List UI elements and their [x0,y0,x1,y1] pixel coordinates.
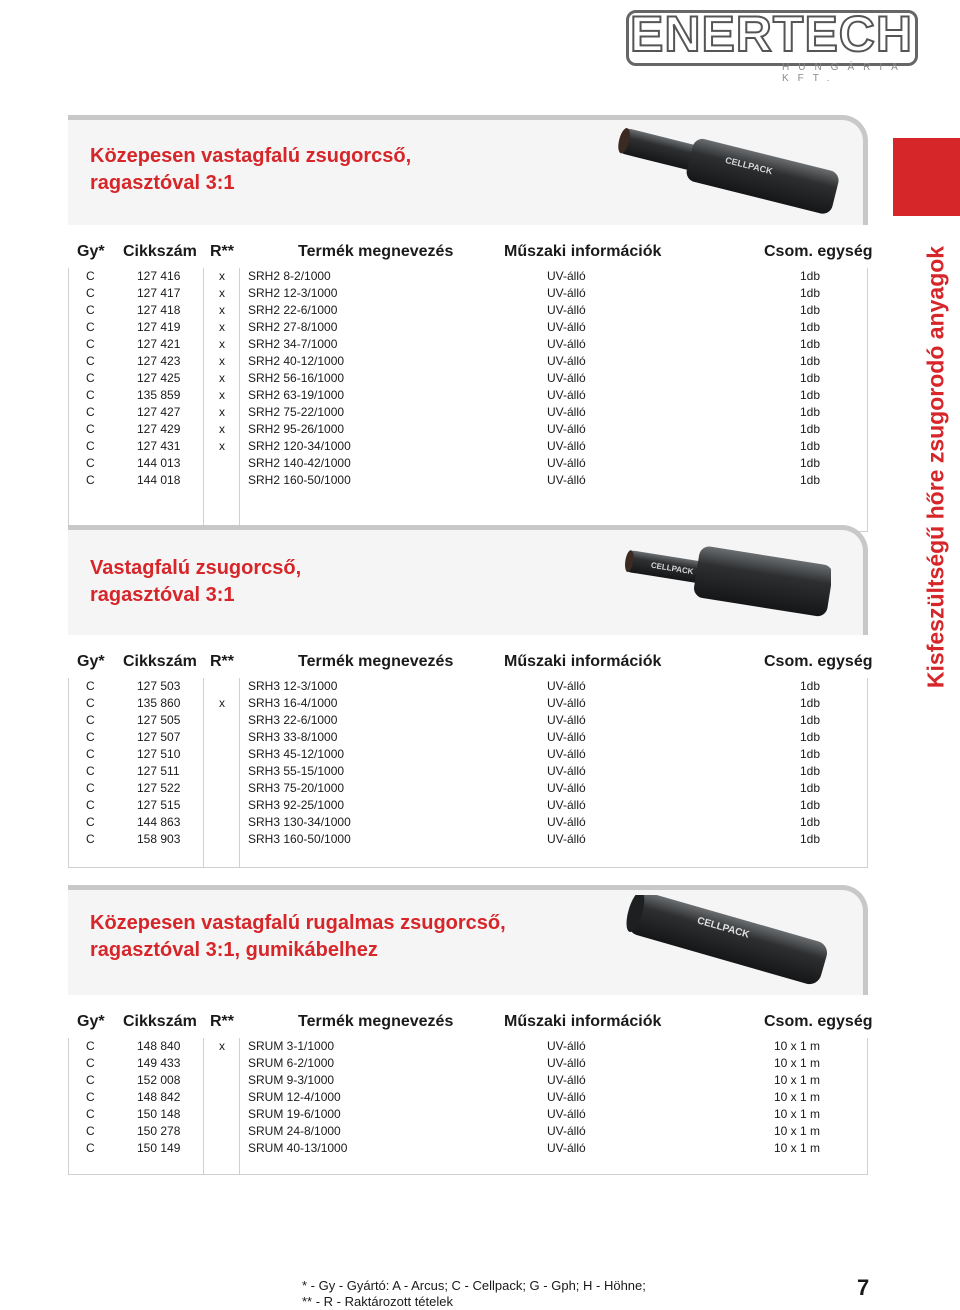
cell-info: UV-álló [547,405,586,419]
cell-unit: 1db [799,371,820,385]
cell-unit: 10 x 1 m [773,1056,820,1070]
cell-unit: 10 x 1 m [773,1039,820,1053]
cell-unit: 1db [799,337,820,351]
cell-unit: 1db [799,696,820,710]
table-row [69,831,867,848]
cell-gy: C [86,388,95,402]
table-row [69,285,867,302]
cell-r: x [219,286,225,300]
cell-cikkszam: 127 510 [137,747,181,761]
cell-unit: 1db [799,405,820,419]
cell-info: UV-álló [547,798,586,812]
col-unit: Csom. egység [764,1013,873,1030]
cell-info: UV-álló [547,388,586,402]
product-table [68,268,868,532]
cell-r: x [219,696,225,710]
cell-info: UV-álló [547,1073,586,1087]
table-row [69,797,867,814]
table-header [68,653,873,677]
table-header [68,1013,873,1037]
cell-info: UV-álló [547,354,586,368]
col-cikkszam: Cikkszám [123,243,197,260]
cell-name: SRH3 55-15/1000 [248,764,345,778]
col-r: R** [210,653,235,670]
cell-gy: C [86,1073,95,1087]
cell-r: x [219,439,225,453]
tube-brand-text: CELLPACK [695,915,751,941]
table-header [68,243,873,267]
cell-unit: 1db [799,303,820,317]
table-row [69,319,867,336]
cell-unit: 1db [799,286,820,300]
cell-r: x [219,320,225,334]
cell-r: x [219,354,225,368]
tube-brand-text: CELLPACK [650,560,695,577]
cell-info: UV-álló [547,337,586,351]
tube-product-image [613,895,833,985]
product-table [68,1038,868,1175]
cell-cikkszam: 149 433 [137,1056,181,1070]
cell-info: UV-álló [547,713,586,727]
cell-name: SRH3 16-4/1000 [248,696,338,710]
table-row [69,302,867,319]
cell-name: SRH3 75-20/1000 [248,781,345,795]
table-row [69,1038,867,1055]
cell-cikkszam: 127 522 [137,781,181,795]
table-row [69,1055,867,1072]
table-row [69,353,867,370]
cell-name: SRUM 12-4/1000 [248,1090,341,1104]
cell-gy: C [86,439,95,453]
table-row [69,746,867,763]
cell-name: SRUM 24-8/1000 [248,1124,341,1138]
section-title-line1: Közepesen vastagfalú rugalmas zsugorcső, [90,912,506,934]
cell-name: SRH2 27-8/1000 [248,320,338,334]
cell-r: x [219,1039,225,1053]
cell-info: UV-álló [547,781,586,795]
cell-name: SRH3 130-34/1000 [248,815,351,829]
page-number: 7 [857,1275,870,1300]
cell-gy: C [86,405,95,419]
cell-cikkszam: 127 423 [137,354,181,368]
table-row [69,336,867,353]
cell-cikkszam: 144 018 [137,473,181,487]
col-unit: Csom. egység [764,243,873,260]
cell-info: UV-álló [547,1039,586,1053]
cell-unit: 1db [799,747,820,761]
cell-name: SRH3 45-12/1000 [248,747,345,761]
section-title [90,555,301,609]
cell-cikkszam: 127 427 [137,405,181,419]
section-title [90,143,411,197]
cell-info: UV-álló [547,832,586,846]
table-row [69,763,867,780]
cell-name: SRH2 34-7/1000 [248,337,338,351]
cell-unit: 1db [799,354,820,368]
cell-unit: 1db [799,388,820,402]
cell-gy: C [86,1107,95,1121]
col-name: Termék megnevezés [298,1013,454,1030]
cell-unit: 1db [799,456,820,470]
col-name: Termék megnevezés [298,243,454,260]
cell-cikkszam: 127 507 [137,730,181,744]
footer-line1: * - Gy - Gyártó: A - Arcus; C - Cellpack; G - Gph; H - Höhne; [302,1278,646,1293]
cell-info: UV-álló [547,422,586,436]
cell-cikkszam: 135 860 [137,696,181,710]
col-cikkszam: Cikkszám [123,653,197,670]
table-row [69,695,867,712]
section-title-line2: ragasztóval 3:1, gumikábelhez [90,939,378,961]
section-title-line1: Vastagfalú zsugorcső, [90,557,302,579]
cell-unit: 1db [799,730,820,744]
table-row [69,438,867,455]
cell-gy: C [86,422,95,436]
section-title-line1: Közepesen vastagfalú zsugorcső, [90,145,412,167]
cell-r: x [219,303,225,317]
cell-cikkszam: 144 863 [137,815,181,829]
cell-info: UV-álló [547,269,586,283]
cell-gy: C [86,371,95,385]
cell-unit: 10 x 1 m [773,1124,820,1138]
cell-info: UV-álló [547,1090,586,1104]
cell-cikkszam: 150 278 [137,1124,181,1138]
cell-r: x [219,405,225,419]
enertech-logo [626,6,916,84]
cell-name: SRH3 92-25/1000 [248,798,345,812]
cell-gy: C [86,354,95,368]
section-title-line2: ragasztóval 3:1 [90,172,235,194]
cell-info: UV-álló [547,747,586,761]
col-gy: Gy* [77,653,105,670]
col-gy: Gy* [77,243,105,260]
cell-info: UV-álló [547,1056,586,1070]
cell-r: x [219,388,225,402]
cell-unit: 1db [799,798,820,812]
cell-gy: C [86,1090,95,1104]
cell-gy: C [86,320,95,334]
cell-unit: 1db [799,679,820,693]
table-row [69,370,867,387]
cell-name: SRH2 120-34/1000 [248,439,351,453]
cell-gy: C [86,1056,95,1070]
table-row [69,1106,867,1123]
cell-cikkszam: 152 008 [137,1073,181,1087]
cell-name: SRH3 22-6/1000 [248,713,338,727]
cell-name: SRH2 63-19/1000 [248,388,345,402]
cell-info: UV-álló [547,815,586,829]
cell-name: SRUM 9-3/1000 [248,1073,335,1087]
cell-info: UV-álló [547,473,586,487]
cell-name: SRH2 140-42/1000 [248,456,351,470]
cell-unit: 1db [799,439,820,453]
cell-cikkszam: 127 421 [137,337,181,351]
cell-cikkszam: 127 429 [137,422,181,436]
cell-gy: C [86,815,95,829]
cell-gy: C [86,337,95,351]
cell-info: UV-álló [547,730,586,744]
cell-name: SRH2 160-50/1000 [248,473,351,487]
cell-gy: C [86,747,95,761]
cell-info: UV-álló [547,303,586,317]
tube-brand-text: CELLPACK [724,154,774,177]
cell-cikkszam: 144 013 [137,456,181,470]
cell-cikkszam: 127 419 [137,320,181,334]
cell-info: UV-álló [547,679,586,693]
col-cikkszam: Cikkszám [123,1013,197,1030]
col-info: Műszaki információk [504,243,662,260]
cell-gy: C [86,679,95,693]
col-name: Termék megnevezés [298,653,454,670]
cell-gy: C [86,473,95,487]
cell-info: UV-álló [547,286,586,300]
cell-name: SRH3 160-50/1000 [248,832,351,846]
cell-gy: C [86,713,95,727]
cell-info: UV-álló [547,1107,586,1121]
cell-cikkszam: 127 511 [137,764,180,778]
cell-r: x [219,337,225,351]
cell-gy: C [86,286,95,300]
cell-r: x [219,422,225,436]
cell-cikkszam: 150 148 [137,1107,181,1121]
table-row [69,404,867,421]
cell-gy: C [86,1141,95,1155]
cell-cikkszam: 135 859 [137,388,181,402]
table-row [69,729,867,746]
logo-brand: ENERTECH [630,6,914,62]
table-row [69,712,867,729]
cell-cikkszam: 127 418 [137,303,181,317]
cell-cikkszam: 127 503 [137,679,181,693]
table-row [69,1072,867,1089]
table-row [69,1123,867,1140]
cell-info: UV-álló [547,1141,586,1155]
cell-r: x [219,371,225,385]
footer-line2: ** - R - Raktározott tételek [302,1294,453,1309]
cell-name: SRH2 40-12/1000 [248,354,345,368]
cell-unit: 1db [799,713,820,727]
table-row [69,678,867,695]
cell-cikkszam: 127 431 [137,439,181,453]
table-row [69,268,867,285]
cell-info: UV-álló [547,764,586,778]
cell-name: SRUM 19-6/1000 [248,1107,341,1121]
cell-name: SRH3 33-8/1000 [248,730,338,744]
cell-gy: C [86,1124,95,1138]
cell-cikkszam: 150 149 [137,1141,181,1155]
cell-unit: 1db [799,832,820,846]
table-row [69,387,867,404]
col-r: R** [210,1013,235,1030]
cell-cikkszam: 127 505 [137,713,181,727]
cell-info: UV-álló [547,456,586,470]
side-category-block [893,138,960,216]
section-title [90,910,506,964]
cell-name: SRUM 3-1/1000 [248,1039,335,1053]
cell-info: UV-álló [547,371,586,385]
cell-info: UV-álló [547,439,586,453]
cell-unit: 10 x 1 m [773,1090,820,1104]
cell-name: SRH3 12-3/1000 [248,679,338,693]
tube-product-image [616,535,831,620]
cell-gy: C [86,764,95,778]
table-row [69,780,867,797]
col-info: Műszaki információk [504,1013,662,1030]
cell-info: UV-álló [547,696,586,710]
cell-unit: 1db [799,815,820,829]
col-info: Műszaki információk [504,653,662,670]
cell-name: SRH2 95-26/1000 [248,422,345,436]
cell-cikkszam: 158 903 [137,832,181,846]
cell-name: SRH2 22-6/1000 [248,303,338,317]
cell-gy: C [86,456,95,470]
cell-name: SRH2 12-3/1000 [248,286,338,300]
footer-legend [302,1278,646,1310]
table-row [69,1140,867,1157]
product-table [68,678,868,868]
cell-unit: 1db [799,781,820,795]
side-category-label: Kisfeszültségű hőre zsugorodó anyagok [922,245,949,689]
cell-gy: C [86,1039,95,1053]
cell-name: SRH2 8-2/1000 [248,269,331,283]
cell-cikkszam: 148 840 [137,1039,181,1053]
cell-info: UV-álló [547,1124,586,1138]
cell-info: UV-álló [547,320,586,334]
cell-gy: C [86,730,95,744]
cell-cikkszam: 127 416 [137,269,181,283]
table-row [69,1089,867,1106]
cell-name: SRH2 75-22/1000 [248,405,345,419]
cell-cikkszam: 127 425 [137,371,181,385]
col-r: R** [210,243,235,260]
cell-cikkszam: 127 515 [137,798,181,812]
cell-gy: C [86,696,95,710]
cell-unit: 10 x 1 m [773,1107,820,1121]
cell-name: SRUM 6-2/1000 [248,1056,335,1070]
logo-subtitle: HUNGÁRIA KFT. [782,62,907,84]
cell-unit: 1db [799,269,820,283]
cell-name: SRH2 56-16/1000 [248,371,345,385]
col-gy: Gy* [77,1013,105,1030]
tube-product-image [608,123,843,218]
cell-gy: C [86,832,95,846]
cell-gy: C [86,303,95,317]
cell-unit: 1db [799,473,820,487]
section-title-line2: ragasztóval 3:1 [90,584,235,606]
cell-unit: 10 x 1 m [773,1141,820,1155]
cell-r: x [219,269,225,283]
cell-unit: 1db [799,320,820,334]
cell-unit: 1db [799,422,820,436]
col-unit: Csom. egység [764,653,873,670]
table-row [69,472,867,489]
cell-cikkszam: 148 842 [137,1090,181,1104]
cell-unit: 1db [799,764,820,778]
cell-gy: C [86,781,95,795]
cell-gy: C [86,798,95,812]
cell-cikkszam: 127 417 [137,286,181,300]
table-row [69,814,867,831]
cell-name: SRUM 40-13/1000 [248,1141,348,1155]
cell-unit: 10 x 1 m [773,1073,820,1087]
table-row [69,455,867,472]
table-row [69,421,867,438]
cell-gy: C [86,269,95,283]
